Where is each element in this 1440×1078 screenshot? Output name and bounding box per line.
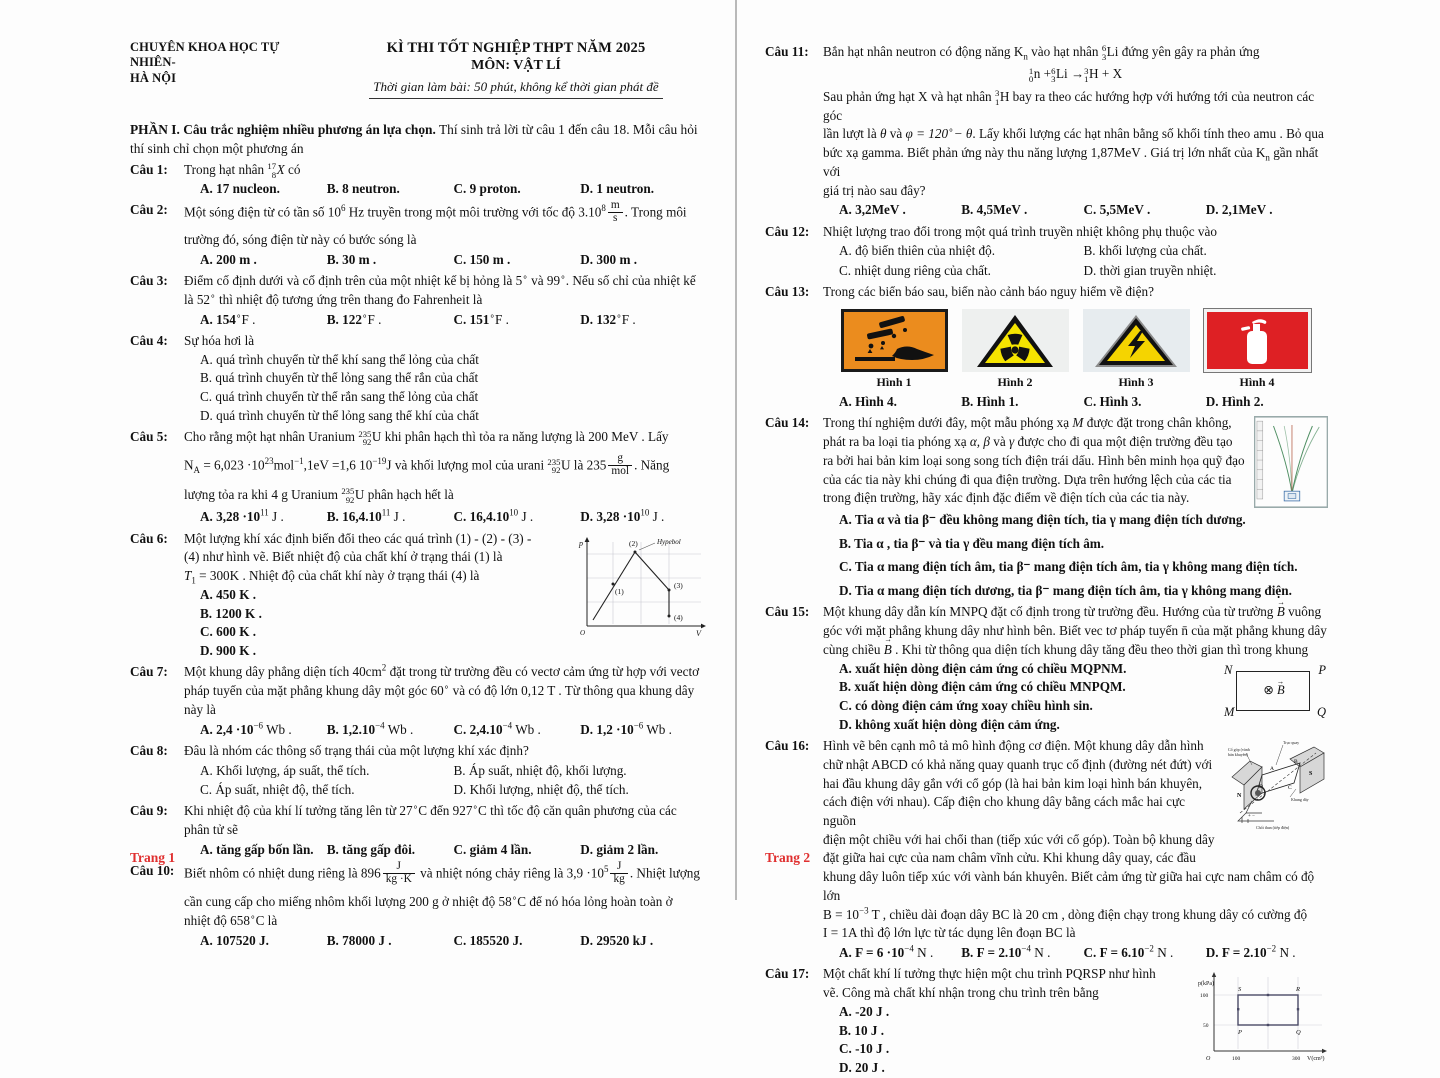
q12-option-b[interactable]: B. khối lượng của chất. [1083,243,1207,259]
q4-option-a[interactable]: A. quá trình chuyển từ thể khí sang thể lỏng của chất [200,351,479,367]
q7-option-c[interactable]: C. $2,4.10^{-4}$ Wb . [453,720,541,737]
q15-option-b[interactable]: B. xuất hiện dòng điện cảm ứng có chiều MNPQM. [839,679,1126,695]
q1-option-a[interactable]: A. 17 nucleon. [200,181,280,197]
svg-text:100: 100 [1200,993,1209,1000]
question-1-options [184,180,707,199]
q4-option-b[interactable]: B. quá trình chuyển từ thể lỏng sang thể rắn của chất [200,370,479,386]
question-2 [130,201,707,269]
q7-option-b[interactable]: B. $1,2.10^{-4}$ Wb . [326,720,414,737]
question-4-options [184,351,707,426]
q13-option-b[interactable]: B. Hình 1. [961,394,1019,410]
q2-option-d[interactable]: D. 300 m . [580,252,638,268]
q2-speed-unit: $\frac{m}{s}$ [608,200,623,225]
question-5 [130,428,707,527]
q1-option-b[interactable]: B. 8 neutron. [326,181,400,197]
sign-figure-3 [1083,309,1190,391]
svg-text:Trục quay: Trục quay [1283,740,1300,746]
question-16 [765,737,1328,963]
q16-motor-figure [1228,739,1328,837]
svg-text:(1): (1) [615,586,624,596]
q10-latent-heat-unit: $\frac{J}{kg}$ [610,861,627,886]
q11-option-d[interactable]: D. 2,1MeV . [1205,202,1273,218]
svg-text:(3): (3) [674,580,683,590]
question-10-number: Câu 10: [130,863,175,879]
question-16-number: Câu 16: [765,738,810,754]
sign-2-caption: Hình 2 [997,375,1033,390]
q11-hydrogen-isotope: 3 1 [994,88,1000,108]
question-14-number: Câu 14: [765,415,810,431]
q2-option-a[interactable]: A. 200 m . [200,252,257,268]
q4-option-c[interactable]: C. quá trình chuyển từ thể rắn sang thể lỏng của chất [200,389,479,405]
q12-option-c[interactable]: C. nhiệt dung riêng của chất. [839,263,991,279]
q15-option-a[interactable]: A. xuất hiện dòng điện cảm ứng có chiều MQPNM. [839,660,1127,676]
q15-field-symbol: ⊗ B → [1263,682,1284,700]
svg-text:A: A [1270,766,1274,773]
question-10-stem: Biết nhôm có nhiệt dung riêng là 896 $\frac{J}{kg \cdot K}$ và nhiệt nóng chảy riêng là $3,9 \cdot 10^5$ $\frac{J}{kg}$ . Nhiệt lượng [184,860,700,885]
svg-text:p: p [579,538,583,548]
q6-pv-diagram-svg [575,532,707,637]
question-6-number: Câu 6: [130,530,168,546]
question-6-stem-line3: $T_1 = 300K$ . Nhiệt độ của chất khí này ở trạng thái (4) là [184,568,480,586]
q15-b-vector-1: B → [1277,603,1285,622]
question-2-stem-line2: trường đó, sóng điện từ này có bước sóng là [184,232,417,248]
question-4-number: Câu 4: [130,332,168,348]
q16-option-a[interactable]: A. $F = 6 \cdot 10^{-4}$ N . [839,943,934,961]
q16-option-d[interactable]: D. $F = 2.10^{-2}$ N . [1205,943,1296,961]
question-8-number: Câu 8: [130,742,168,758]
q14-option-a[interactable]: A. Tia α và tia β⁻ đều không mang điện tích, tia γ mang điện tích dương. [839,511,1246,527]
svg-text:D: D [1259,784,1263,791]
question-16-stem: Hình vẽ bên cạnh mô tả mô hình động cơ điện. Một khung dây dẫn hình [823,738,1204,754]
question-16-options [823,944,1328,963]
question-2-number: Câu 2: [130,202,168,218]
question-5-options [184,508,707,527]
svg-text:Khung dây: Khung dây [1291,797,1309,803]
question-15-stem-line2: góc với mặt phẳng khung dây như hình bên. Biết vec tơ pháp tuyến n̄ của mặt phẳng khung dây [823,623,1327,639]
q1-option-c[interactable]: C. 9 proton. [453,181,521,197]
q3-option-b[interactable]: B. 122∘F . [326,310,382,327]
exam-header [130,40,707,99]
q17-option-b[interactable]: B. 10 J . [839,1022,885,1038]
question-7-stem-line2: pháp tuyến của mặt phẳng khung dây một góc 60∘ và có độ lớn 0,12 T . Từ thông qua khung dây [184,681,695,699]
question-11-stem-line3: lần lượt là θ và φ = 120∘− θ. Lấy khối lượng các hạt nhân bằng số khối tính theo amu . Bỏ qua [823,125,1324,142]
svg-text:300: 300 [1292,1056,1301,1063]
question-1-stem: Trong hạt nhân 17 8 X có [184,160,301,180]
q17-pv-chart-svg [1196,967,1328,1067]
question-17-stem-line2: vẽ. Công mà chất khí nhận trong chu trình trên bằng [823,985,1099,1001]
q12-option-a[interactable]: A. độ biến thiên của nhiệt độ. [839,243,996,259]
question-4-stem: Sự hóa hơi là [184,332,255,348]
question-14-stem-line2: phát ra ba loại tia phóng xạ α, β và γ được cho đi qua một điện trường đều tạo [823,434,1233,450]
question-3-stem: Điểm cố định dưới và cố định trên của một nhiệt kế bị hỏng là 5∘ và 99∘. Nếu số chỉ của nhiệt kế [184,271,696,289]
q15-option-c[interactable]: C. có dòng điện cảm ứng xoay chiều hình sin. [839,698,1093,714]
question-16-stem-line2: chữ nhật ABCD có khả năng quay quanh trục cố định (đường nét đứt) với [823,756,1213,772]
question-10-stem-line2: cần cung cấp cho miếng nhôm khối lượng 200 g ở nhiệt độ 58∘C để nó hóa lỏng hoàn toàn ở [184,892,673,910]
q14-option-c[interactable]: C. Tia α mang điện tích âm, tia β⁻ mang điện tích âm, tia γ không mang điện tích. [839,559,1298,575]
svg-text:B: B [1294,759,1298,766]
question-7-options [184,721,707,740]
exam-subject: MÔN: VẬT LÍ [471,58,561,73]
q10-option-d[interactable]: D. 29520 kJ . [580,932,654,948]
svg-text:P: P [1238,1029,1242,1037]
sign-figure-4 [1204,309,1311,391]
question-10-stem-line3: nhiệt độ 658∘C là [184,911,278,928]
question-9-stem: Khi nhiệt độ của khí lí tưởng tăng lên từ 27∘C đến 927∘C thì tốc độ căn quân phương của các [184,802,677,819]
svg-text:50: 50 [1203,1023,1209,1030]
page-2 [735,0,1440,1076]
electric-hazard-sign [1083,309,1190,372]
svg-text:N: N [1237,793,1242,800]
q5-uranium-isotope-2: 235 92 [547,456,561,476]
q9-option-d[interactable]: D. giảm 2 lần. [580,841,659,857]
q15-option-d[interactable]: D. không xuất hiện dòng điện cảm ứng. [839,716,1060,732]
question-16-stem-line6: đặt giữa hai cực của nam châm vĩnh cửu. Khi khung dây quay, các đầu [823,850,1196,866]
question-3-stem-line2: là 52∘ thì nhiệt độ tương ứng trên thang đo Fahrenheit là [184,290,483,308]
question-16-stem-line3: hai đầu khung dây gắn với cổ góp (là hai bản kim loại hình bán khuyên, [823,775,1203,791]
question-16-stem-line5: điện một chiều với hai chổi than (tiếp xúc với cổ góp). Toàn bộ khung dây [823,831,1215,847]
question-15 [765,603,1328,734]
q14-option-b[interactable]: B. Tia α , tia β⁻ và tia γ đều mang điện tích âm. [839,535,1105,551]
question-7-stem: Một khung dây phẳng diện tích $40cm^2$ đặt trong từ trường đều có vectơ cảm ứng từ hợp với vectơ [184,662,700,680]
q12-option-d[interactable]: D. thời gian truyền nhiệt. [1083,263,1217,279]
q13-option-d[interactable]: D. Hình 2. [1205,394,1264,410]
q10-option-b[interactable]: B. 78000 J . [326,932,392,948]
q6-option-a[interactable]: A. 450 K . [200,586,257,602]
q9-option-c[interactable]: C. giảm 4 lần. [453,841,532,857]
question-11-stem: Bắn hạt nhân neutron có động năng $K_n$ vào hạt nhân 6 3 Li đứng yên gây ra phản ứng [823,42,1260,62]
q2-option-c[interactable]: C. 150 m . [453,252,511,268]
q11-option-c[interactable]: C. 5,5MeV . [1083,202,1151,218]
q15-corner-n: N [1224,662,1233,677]
q17-pv-chart [1196,967,1328,1073]
svg-text:O: O [1206,1056,1211,1063]
q16-option-b[interactable]: B. $F = 2.10^{-4}$ N . [961,943,1051,961]
question-14-stem-line4: của các tia này khi chúng đi qua điện trường. Dựa trên hướng lệch của các tia [823,471,1232,487]
svg-text:V(cm³): V(cm³) [1307,1056,1325,1063]
q17-option-a[interactable]: A. -20 J . [839,1003,890,1019]
question-8-options-row-1 [184,762,707,781]
question-16-stem-line9: I = 1A thì độ lớn lực từ tác dụng lên đoạn BC là [823,925,1076,941]
q3-option-a[interactable]: A. 154∘F . [200,310,256,327]
question-2-stem: Một sóng điện từ có tần số $10^6$ Hz truyền trong một môi trường với tốc độ 3.10$^8$ $\frac{m}{s}$ . Trong môi [184,199,687,225]
q8-option-a[interactable]: A. Khối lượng, áp suất, thể tích. [200,762,370,778]
q6-option-b[interactable]: B. 1200 K . [200,605,262,621]
sign-4-caption: Hình 4 [1239,375,1275,390]
question-3-options [184,311,707,330]
q15-b-vector-2: B → [884,641,892,660]
svg-text:Chổi than (tiếp điện): Chổi than (tiếp điện) [1256,825,1290,831]
question-15-stem-line3: cùng chiều B → . Khi từ thông qua diện tích khung dây tăng đều theo thời gian thì trong khung [823,641,1328,660]
question-4 [130,332,707,426]
q8-option-d[interactable]: D. Khối lượng, nhiệt độ, thể tích. [453,782,629,798]
page-1 [0,0,735,948]
page-2-footer: Trang 2 [765,850,811,865]
question-2-options [184,251,707,270]
q8-option-b[interactable]: B. Áp suất, nhiệt độ, khối lượng. [453,762,627,778]
question-17-number: Câu 17: [765,966,810,982]
q6-option-c[interactable]: C. 600 K . [200,624,257,640]
question-12-stem: Nhiệt lượng trao đổi trong một quá trình truyền nhiệt không phụ thuộc vào [823,223,1217,239]
q16-motor-figure-svg [1228,739,1328,831]
exam-duration: Thời gian làm bài: 50 phút, không kể thời gian phát đề [369,79,662,99]
question-10-options [184,932,707,951]
svg-text:bán khuyên): bán khuyên) [1228,752,1248,758]
q15-corner-q: Q [1316,704,1326,719]
part-1-instruction: Thí sinh trả lời từ câu 1 đến câu 18. Mỗi câu hỏi thí sinh chỉ chọn một phương án [130,122,698,156]
question-15-number: Câu 15: [765,604,810,620]
q6-option-d[interactable]: D. 900 K . [200,643,257,659]
question-16-stem-line4: cách điện với nhau). Cấp điện cho khung dây bằng cách mắc hai cực nguồn [823,794,1185,828]
q13-option-c[interactable]: C. Hình 3. [1083,394,1142,410]
q1-stem-a: Trong hạt nhân [184,161,265,177]
q9-option-a[interactable]: A. tăng gấp bốn lần. [200,841,314,857]
q5-option-b[interactable]: B. 16,4.10$^{11}$ J . [326,508,406,525]
question-5-stem-line3: lượng tỏa ra khi 4 g Uranium 235 92 U phân hạch hết là [184,486,454,505]
q5-option-a[interactable]: A. $3,28 \cdot 10^{11}$ J . [200,508,284,525]
question-17-stem: Một chất khí lí tưởng thực hiện một chu trình PQRSP như hình [823,966,1156,982]
electric-hazard-icon [1092,312,1180,370]
question-11-number: Câu 11: [765,43,809,59]
question-15-stem: Một khung dây dẫn kín MNPQ đặt cố định trong từ trường đều. Hướng của từ trường B → vuông [823,603,1328,622]
q11-lithium-isotope: 6 3 [1101,42,1107,62]
question-1 [130,161,707,199]
question-12-number: Câu 12: [765,223,810,239]
school-name [130,40,325,86]
question-6-stem-line2: (4) như hình vẽ. Biết nhiệt độ của chất khí ở trạng thái (1) là [184,549,503,565]
question-14-options [823,511,1328,601]
question-9-options [184,841,707,860]
sign-1-caption: Hình 1 [876,375,912,390]
corrosive-sign [841,309,948,372]
svg-text:(4): (4) [674,612,683,622]
question-13 [765,283,1328,412]
question-5-number: Câu 5: [130,429,168,445]
question-8-stem: Đâu là nhóm các thông số trạng thái của một lượng khí xác định? [184,742,529,758]
q5-option-c[interactable]: C. 16,4.10$^{10}$ J . [453,508,534,525]
question-13-figures [823,309,1328,391]
svg-text:O: O [580,628,586,637]
question-16-stem-line8: $B = 10^{-3}$ T , chiều dài đoạn dây BC là 20 cm , dòng điện chạy trong khung dây có cường độ [823,905,1308,922]
svg-text:R: R [1296,986,1300,994]
q15-corner-p: P [1318,662,1326,677]
question-11 [765,43,1328,221]
question-9 [130,802,707,859]
question-9-stem-line2: phân tử sẽ [184,822,239,838]
svg-text:100: 100 [1232,1056,1241,1063]
q5-option-d[interactable]: D. $3,28 \cdot 10^{10}$ J . [580,508,665,525]
q1-stem-b: có [287,161,301,177]
question-13-number: Câu 13: [765,284,810,300]
svg-text:(2): (2) [629,538,638,548]
school-line-1: CHUYÊN KHOA HỌC TỰ NHIÊN- [130,40,280,70]
q8-option-c[interactable]: C. Áp suất, nhiệt độ, thể tích. [200,782,355,798]
q10-option-a[interactable]: A. 107520 J. [200,932,269,948]
q5-uranium-isotope: 235 92 [358,428,372,448]
question-6 [130,530,707,661]
question-5-constants: $N_A = 6,023 \cdot 10^{23}mol^{-1},1eV =1,6$ $10^{-19}J$ và khối lượng mol của urani 235 92 U là 235 $\frac{g}{\text{mol}}$ . Năng [184,451,670,477]
svg-text:V: V [696,628,701,637]
question-5-stem: Cho rằng một hạt nhân Uranium 235 92 U khi phân hạch thì tỏa ra năng lượng là 200 MeV . Lấy [184,428,669,448]
q16-option-c[interactable]: C. $F = 6.10^{-2}$ N . [1083,943,1174,961]
sign-figure-1 [841,309,948,391]
question-7 [130,663,707,739]
part-1-label: PHẦN I. Câu trắc nghiệm nhiều phương án lựa chọn. [130,122,436,137]
radiation-sign [962,309,1069,372]
question-15-options [823,660,1222,735]
question-14-stem-line3: ra bởi hai bản kim loại song song tích điện trái dấu. Hình bên minh họa quỹ đạo [823,452,1245,468]
question-11-options [823,201,1328,220]
q4-option-d[interactable]: D. quá trình chuyển từ thể lỏng sang thể khí của chất [200,407,479,423]
q17-option-c[interactable]: C. -10 J . [839,1041,890,1057]
question-13-options [823,393,1328,412]
q7-option-a[interactable]: A. $2,4 \cdot 10^{-6}$ Wb . [200,720,292,737]
question-8-options-row-2 [184,781,707,800]
q3-option-d[interactable]: D. 132∘F . [580,310,636,327]
svg-text:Hypebol: Hypebol [657,537,681,546]
q14-ray-figure-svg [1254,416,1328,508]
q1-option-d[interactable]: D. 1 neutron. [580,181,655,197]
part-1-heading [130,121,707,158]
q5-molar-mass-unit: $\frac{g}{\text{mol}}$ [608,453,632,478]
q17-option-d[interactable]: D. 20 J . [839,1060,885,1076]
page-1-footer: Trang 1 [130,850,176,865]
svg-text:C: C [1288,785,1292,792]
question-16-stem-line7: khung dây luôn tiếp xúc với vành bán khuyên. Biết cảm ứng từ giữa hai cực nam châm có độ lớn [823,869,1315,903]
q15-loop-figure [1222,663,1326,719]
question-11-stem-line2: Sau phản ứng hạt X và hạt nhân 3 1 H bay ra theo các hướng hợp với hướng tới của neutron các góc [823,88,1315,123]
question-12-options-row-2 [823,262,1328,281]
question-9-number: Câu 9: [130,803,168,819]
svg-text:Cổ góp (vành: Cổ góp (vành [1228,747,1250,753]
q11-option-a[interactable]: A. 3,2MeV . [839,202,906,218]
fire-extinguisher-icon [1211,315,1303,367]
svg-text:Q: Q [1296,1029,1301,1037]
question-11-stem-line4: bức xạ gamma. Biết phản ứng này thu năng lượng 1,87MeV . Giá trị lớn nhất của $K_n$ gần nhất với [823,145,1319,179]
question-14-stem: Trong thí nghiệm dưới đây, một mẫu phóng xạ M được đặt trong chân không, [823,415,1232,431]
question-14-stem-line5: trong điện trường, hãy xác định đặc điểm về điện tích của các tia này. [823,490,1190,506]
question-3-number: Câu 3: [130,273,168,289]
question-3 [130,272,707,329]
svg-text:p(kPa): p(kPa) [1198,981,1214,988]
question-11-reaction-equation: 1 0 n + 6 3 Li → 3 1 H + X [1028,65,1123,85]
question-13-stem: Trong các biển báo sau, biển nào cảnh báo nguy hiểm về điện? [823,284,1154,300]
sign-figure-2 [962,309,1069,391]
exam-title: KÌ THI TỐT NGHIỆP THPT NĂM 2025 [386,40,646,56]
question-7-stem-line3: này là [184,701,216,717]
q14-option-d[interactable]: D. Tia α mang điện tích dương, tia β⁻ mang điện tích âm, tia γ không mang điện. [839,583,1292,599]
q10-option-c[interactable]: C. 185520 J. [453,932,523,948]
question-11-stem-line5: giá trị nào sau đây? [823,182,926,198]
q7-option-d[interactable]: D. $1,2 \cdot 10^{-6}$ Wb . [580,720,672,737]
q10-specific-heat-unit: $\frac{J}{kg \cdot K}$ [383,861,415,886]
question-10 [130,862,707,950]
question-17 [765,965,1328,1077]
q9-option-b[interactable]: B. tăng gấp đôi. [326,841,416,857]
svg-text:S: S [1309,771,1313,778]
corrosive-icon [847,313,942,368]
question-12 [765,223,1328,281]
school-line-2: HÀ NỘI [130,70,177,85]
q5-uranium-isotope-3: 235 92 [341,486,355,505]
question-14 [765,414,1328,601]
q3-option-c[interactable]: C. 151∘F . [453,310,509,327]
svg-text:+ −: + − [1248,814,1255,820]
q11-option-b[interactable]: B. 4,5MeV . [961,202,1028,218]
question-12-options-row-1 [823,242,1328,261]
q13-option-a[interactable]: A. Hình 4. [839,394,897,410]
question-6-stem: Một lượng khí xác định biến đổi theo các quá trình (1) - (2) - (3) - [184,530,532,546]
radiation-icon [975,312,1055,370]
q15-corner-m: M [1224,704,1235,719]
sign-3-caption: Hình 3 [1118,375,1154,390]
q6-pv-diagram [575,532,707,643]
svg-text:S: S [1238,986,1242,994]
question-8 [130,742,707,800]
q2-option-b[interactable]: B. 30 m . [326,252,377,268]
question-1-number: Câu 1: [130,161,168,177]
question-7-number: Câu 7: [130,664,168,680]
q1-isotope: 17 8 [267,160,277,180]
fire-extinguisher-sign [1204,309,1311,372]
q14-ray-figure [1254,416,1328,514]
